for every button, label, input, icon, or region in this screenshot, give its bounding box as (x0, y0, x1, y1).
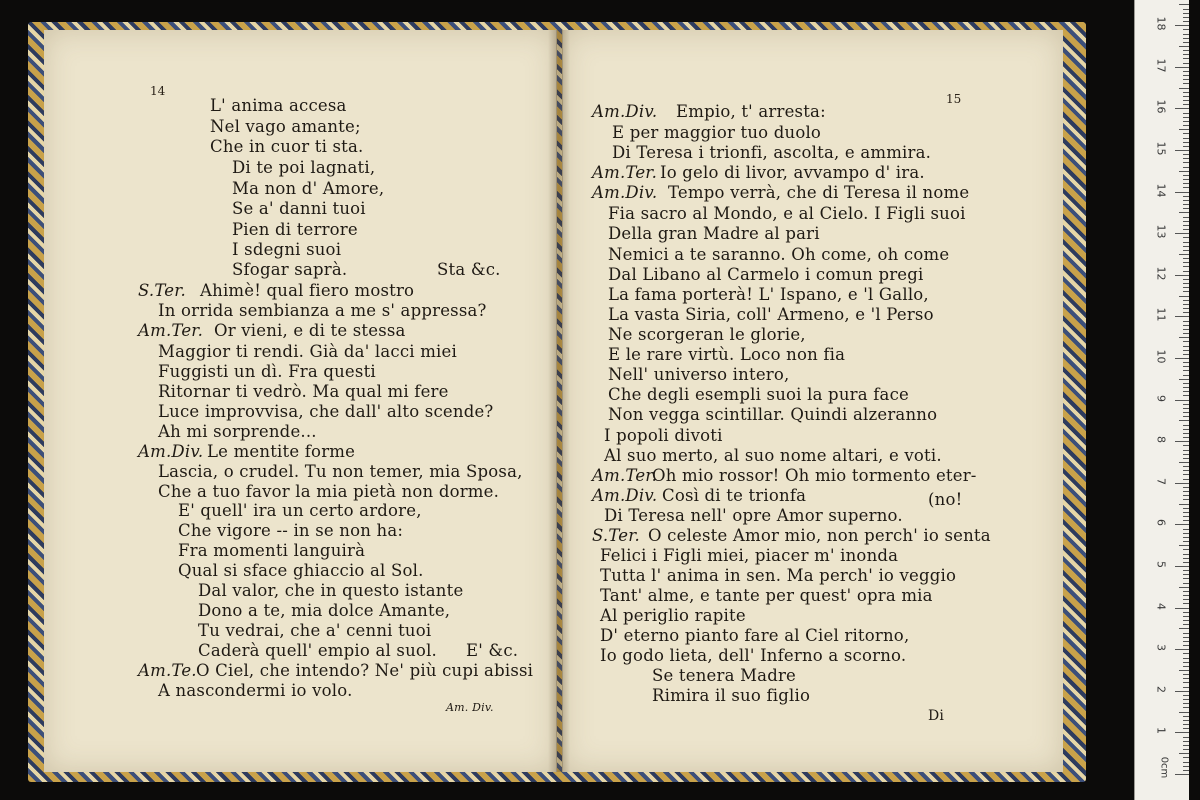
text-line: Luce improvvisa, che dall' alto scende? (158, 402, 494, 421)
ruler-tick (1183, 237, 1189, 238)
text-line: Tutta l' anima in sen. Ma perch' io veggio (600, 566, 957, 585)
ruler-tick (1183, 117, 1189, 118)
ruler-tick (1183, 445, 1189, 446)
ruler-tick (1183, 271, 1189, 272)
ruler-tick (1183, 666, 1189, 667)
ruler-tick (1183, 416, 1189, 417)
text-line: Lascia, o crudel. Tu non temer, mia Sposa, (158, 462, 523, 481)
ruler-number: 17 (1154, 58, 1168, 73)
ruler-tick (1183, 204, 1189, 205)
speaker-label: Am.Div. (138, 442, 204, 461)
ruler-tick (1183, 387, 1189, 388)
ruler-number: 10 (1154, 349, 1168, 364)
ruler-tick (1183, 624, 1189, 625)
ruler-tick (1183, 645, 1189, 646)
ruler-tick (1183, 574, 1189, 575)
text-line: Sfogar saprà. (232, 260, 348, 279)
text-line: Se tenera Madre (652, 666, 797, 685)
ruler-tick (1183, 366, 1189, 367)
ruler-tick (1183, 262, 1189, 263)
ruler-tick (1179, 504, 1189, 505)
ruler-tick (1183, 250, 1189, 251)
ruler-tick (1183, 133, 1189, 134)
ruler-tick (1183, 291, 1189, 292)
ruler-tick (1183, 346, 1189, 347)
ruler-tick (1183, 612, 1189, 613)
text-line: Dal valor, che in questo istante (198, 581, 464, 600)
ruler-tick (1183, 312, 1189, 313)
text-line: E per maggior tuo duolo (612, 123, 822, 142)
ruler-tick (1183, 433, 1189, 434)
ruler-tick (1179, 337, 1189, 338)
ruler-number: 1 (1154, 727, 1168, 735)
ruler-tick (1175, 25, 1189, 26)
text-line: Fra momenti languirà (178, 541, 366, 560)
ruler-tick (1183, 687, 1189, 688)
ruler-tick (1183, 633, 1189, 634)
ruler-tick (1183, 512, 1189, 513)
text-line: Ne scorgeran le glorie, (608, 325, 806, 344)
text-line: Io godo lieta, dell' Inferno a scorno. (600, 646, 907, 665)
ruler-tick (1183, 246, 1189, 247)
ruler-tick (1175, 108, 1189, 109)
text-line: Caderà quell' empio al suol. (198, 641, 437, 660)
ruler-tick (1183, 71, 1189, 72)
ruler-tick (1183, 458, 1189, 459)
speaker-label: Am.Ter. (592, 466, 658, 485)
ruler-tick (1183, 34, 1189, 35)
ruler-tick (1183, 741, 1189, 742)
ruler-tick (1183, 678, 1189, 679)
ruler-tick (1183, 653, 1189, 654)
ruler-tick (1183, 167, 1189, 168)
ruler-tick (1175, 649, 1189, 650)
ruler-tick (1183, 516, 1189, 517)
ruler-tick (1179, 628, 1189, 629)
ruler-tick (1183, 50, 1189, 51)
text-line: La fama porterà! L' Ispano, e 'l Gallo, (608, 285, 929, 304)
text-line: Che in cuor ti sta. (210, 137, 364, 156)
text-line: E' &c. (466, 641, 519, 660)
text-line: Così di te trionfa (662, 486, 807, 505)
ruler-number: 16 (1154, 99, 1168, 114)
measuring-ruler (1134, 0, 1189, 800)
text-line: Io gelo di livor, avvampo d' ira. (660, 163, 925, 182)
ruler-tick (1183, 404, 1189, 405)
ruler-tick (1183, 279, 1189, 280)
ruler-tick (1183, 716, 1189, 717)
text-line: Fia sacro al Mondo, e al Cielo. I Figli suoi (608, 204, 966, 223)
ruler-number: 9 (1154, 394, 1168, 402)
ruler-number: 6 (1154, 519, 1168, 527)
ruler-tick (1175, 483, 1189, 484)
ruler-tick (1183, 491, 1189, 492)
ruler-tick (1183, 533, 1189, 534)
ruler-tick (1183, 658, 1189, 659)
text-line: Pien di terrore (232, 220, 358, 239)
ruler-tick (1183, 350, 1189, 351)
ruler-tick (1183, 96, 1189, 97)
ruler-tick (1183, 682, 1189, 683)
text-line: Che vigore -- in se non ha: (178, 521, 404, 540)
ruler-tick (1183, 121, 1189, 122)
text-line: Maggior ti rendi. Già da' lacci miei (158, 342, 457, 361)
ruler-tick (1183, 287, 1189, 288)
ruler-tick (1183, 583, 1189, 584)
ruler-tick (1183, 720, 1189, 721)
ruler-tick (1183, 42, 1189, 43)
ruler-tick (1183, 391, 1189, 392)
ruler-tick (1183, 63, 1189, 64)
ruler-tick (1183, 408, 1189, 409)
ruler-tick (1183, 321, 1189, 322)
ruler-tick (1183, 699, 1189, 700)
ruler-tick (1183, 762, 1189, 763)
ruler-tick (1183, 75, 1189, 76)
text-line: Empio, t' arresta: (676, 102, 826, 121)
text-line: Al suo merto, al suo nome altari, e voti. (604, 446, 942, 465)
ruler-number: 4 (1154, 602, 1168, 610)
ruler-tick (1179, 129, 1189, 130)
text-line: Nel vago amante; (210, 117, 361, 136)
ruler-tick (1183, 187, 1189, 188)
ruler-tick (1183, 104, 1189, 105)
ruler-tick (1183, 125, 1189, 126)
ruler-tick (1183, 487, 1189, 488)
ruler-tick (1183, 200, 1189, 201)
text-line: Che a tuo favor la mia pietà non dorme. (158, 482, 500, 501)
ruler-number: 5 (1154, 561, 1168, 568)
text-line: Dono a te, mia dolce Amante, (198, 601, 451, 620)
ruler-tick (1183, 370, 1189, 371)
ruler-tick (1183, 641, 1189, 642)
text-line: Le mentite forme (207, 442, 356, 461)
ruler-tick (1183, 450, 1189, 451)
ruler-tick (1183, 146, 1189, 147)
ruler-tick (1175, 67, 1189, 68)
text-line: Non vegga scintillar. Quindi alzeranno (608, 405, 938, 424)
ruler-tick (1175, 358, 1189, 359)
ruler-tick (1183, 508, 1189, 509)
text-line: O Ciel, che intendo? Ne' più cupi abissi (196, 661, 534, 680)
ruler-tick (1175, 774, 1189, 775)
left-catchword: Am. Div. (446, 701, 494, 714)
ruler-number: 8 (1154, 436, 1168, 444)
ruler-tick (1175, 566, 1189, 567)
ruler-tick (1179, 379, 1189, 380)
ruler-tick (1183, 229, 1189, 230)
ruler-tick (1175, 316, 1189, 317)
text-line: Felici i Figli miei, piacer m' inonda (600, 546, 899, 565)
ruler-tick (1183, 429, 1189, 430)
ruler-tick (1183, 474, 1189, 475)
text-line: Dal Libano al Carmelo i comun pregi (608, 265, 924, 284)
text-line: (no! (928, 490, 963, 509)
ruler-tick (1183, 58, 1189, 59)
ruler-tick (1175, 608, 1189, 609)
ruler-tick (1183, 466, 1189, 467)
text-line: Della gran Madre al pari (608, 224, 820, 243)
ruler-tick (1175, 691, 1189, 692)
ruler-tick (1183, 757, 1189, 758)
speaker-label: Am.Div. (592, 102, 658, 121)
ruler-tick (1183, 662, 1189, 663)
ruler-tick (1183, 520, 1189, 521)
text-line: Qual si sface ghiaccio al Sol. (178, 561, 424, 580)
ruler-tick (1183, 79, 1189, 80)
ruler-tick (1183, 603, 1189, 604)
ruler-number: 13 (1154, 224, 1168, 239)
text-line: Rimira il suo figlio (652, 686, 811, 705)
text-line: L' anima accesa (210, 96, 347, 115)
ruler-tick (1183, 225, 1189, 226)
text-line: Ahimè! qual fiero mostro (200, 281, 415, 300)
ruler-tick (1183, 325, 1189, 326)
ruler-tick (1175, 150, 1189, 151)
text-line: I popoli divoti (604, 426, 723, 445)
ruler-tick (1183, 599, 1189, 600)
ruler-tick (1183, 537, 1189, 538)
ruler-tick (1183, 158, 1189, 159)
right-catchword: Di (928, 708, 945, 724)
ruler-tick (1183, 308, 1189, 309)
ruler-tick (1183, 341, 1189, 342)
ruler-tick (1179, 712, 1189, 713)
ruler-tick (1179, 4, 1189, 5)
ruler-tick (1183, 558, 1189, 559)
ruler-tick (1179, 46, 1189, 47)
ruler-tick (1183, 412, 1189, 413)
ruler-tick (1183, 83, 1189, 84)
text-line: D' eterno pianto fare al Ciel ritorno, (600, 626, 910, 645)
ruler-tick (1179, 545, 1189, 546)
book-gutter (548, 30, 570, 772)
ruler-tick (1183, 208, 1189, 209)
ruler-tick (1183, 217, 1189, 218)
text-line: Che degli esempli suoi la pura face (608, 385, 909, 404)
ruler-tick (1183, 637, 1189, 638)
ruler-tick (1183, 242, 1189, 243)
ruler-tick (1183, 362, 1189, 363)
ruler-tick (1183, 283, 1189, 284)
ruler-tick (1183, 470, 1189, 471)
ruler-tick (1183, 179, 1189, 180)
ruler-tick (1179, 462, 1189, 463)
text-line: I sdegni suoi (232, 240, 342, 259)
ruler-tick (1179, 254, 1189, 255)
ruler-tick (1183, 300, 1189, 301)
ruler-number: 11 (1154, 307, 1168, 322)
ruler-tick (1179, 212, 1189, 213)
ruler-tick (1183, 395, 1189, 396)
ruler-tick (1183, 695, 1189, 696)
ruler-tick (1183, 142, 1189, 143)
ruler-tick (1183, 196, 1189, 197)
ruler-tick (1183, 304, 1189, 305)
ruler-tick (1183, 154, 1189, 155)
ruler-tick (1183, 266, 1189, 267)
ruler-tick (1183, 745, 1189, 746)
ruler-tick (1183, 766, 1189, 767)
speaker-label: S.Ter. (592, 526, 640, 545)
ruler-tick (1183, 138, 1189, 139)
text-line: Or vieni, e di te stessa (214, 321, 406, 340)
text-line: Di Teresa i trionfi, ascolta, e ammira. (612, 143, 932, 162)
ruler-tick (1183, 9, 1189, 10)
text-line: Ritornar ti vedrò. Ma qual mi fere (158, 382, 449, 401)
ruler-tick (1175, 441, 1189, 442)
speaker-label: S.Ter. (138, 281, 186, 300)
ruler-tick (1183, 570, 1189, 571)
ruler-tick (1179, 296, 1189, 297)
ruler-unit-label: 0cm (1158, 756, 1170, 779)
ruler-tick (1183, 728, 1189, 729)
ruler-number: 15 (1154, 141, 1168, 156)
text-line: O celeste Amor mio, non perch' io senta (648, 526, 991, 545)
ruler-tick (1183, 383, 1189, 384)
text-line: Nemici a te saranno. Oh come, oh come (608, 245, 950, 264)
ruler-tick (1183, 17, 1189, 18)
ruler-tick (1183, 591, 1189, 592)
ruler-number: 14 (1154, 183, 1168, 198)
text-line: Di Teresa nell' opre Amor superno. (604, 506, 903, 525)
speaker-label: Am.Div. (592, 183, 658, 202)
ruler-tick (1183, 425, 1189, 426)
ruler-tick (1175, 233, 1189, 234)
text-line: Tempo verrà, che di Teresa il nome (668, 183, 970, 202)
ruler-tick (1183, 21, 1189, 22)
ruler-tick (1183, 562, 1189, 563)
ruler-tick (1183, 495, 1189, 496)
ruler-tick (1183, 113, 1189, 114)
ruler-tick (1183, 258, 1189, 259)
ruler-tick (1183, 541, 1189, 542)
ruler-tick (1175, 275, 1189, 276)
text-line: Se a' danni tuoi (232, 199, 366, 218)
text-line: Tant' alme, e tante per quest' opra mia (600, 586, 933, 605)
ruler-tick (1183, 737, 1189, 738)
speaker-label: Am.Div. (592, 486, 658, 505)
ruler-tick (1175, 524, 1189, 525)
ruler-tick (1183, 38, 1189, 39)
text-line: Tu vedrai, che a' cenni tuoi (198, 621, 432, 640)
ruler-tick (1179, 88, 1189, 89)
ruler-number: 2 (1154, 685, 1168, 693)
ruler-number: 3 (1154, 644, 1168, 652)
right-page-number: 15 (946, 92, 962, 106)
text-line: A nascondermi io volo. (158, 681, 353, 700)
ruler-tick (1183, 92, 1189, 93)
ruler-tick (1183, 770, 1189, 771)
ruler-tick (1183, 221, 1189, 222)
text-line: In orrida sembianza a me s' appressa? (158, 301, 487, 320)
ruler-number: 18 (1154, 16, 1168, 31)
ruler-tick (1175, 732, 1189, 733)
text-line: Sta &c. (437, 260, 501, 279)
ruler-tick (1183, 333, 1189, 334)
ruler-tick (1183, 549, 1189, 550)
ruler-tick (1183, 175, 1189, 176)
ruler-tick (1183, 724, 1189, 725)
ruler-tick (1183, 162, 1189, 163)
text-line: Di te poi lagnati, (232, 158, 376, 177)
left-page-number: 14 (150, 84, 166, 98)
ruler-tick (1183, 54, 1189, 55)
text-line: E le rare virtù. Loco non fia (608, 345, 846, 364)
ruler-tick (1183, 749, 1189, 750)
text-line: Ma non d' Amore, (232, 179, 385, 198)
ruler-tick (1179, 670, 1189, 671)
ruler-tick (1183, 616, 1189, 617)
ruler-tick (1183, 595, 1189, 596)
ruler-tick (1183, 437, 1189, 438)
ruler-tick (1183, 29, 1189, 30)
ruler-tick (1183, 375, 1189, 376)
ruler-tick (1183, 13, 1189, 14)
ruler-tick (1179, 587, 1189, 588)
speaker-label: Am.Ter. (592, 163, 658, 182)
text-line: Oh mio rossor! Oh mio tormento eter- (652, 466, 977, 485)
ruler-tick (1179, 171, 1189, 172)
ruler-tick (1183, 354, 1189, 355)
text-line: E' quell' ira un certo ardore, (178, 501, 422, 520)
ruler-number: 7 (1154, 477, 1168, 485)
ruler-tick (1175, 192, 1189, 193)
speaker-label: Am.Te. (138, 661, 197, 680)
ruler-tick (1183, 674, 1189, 675)
ruler-tick (1179, 420, 1189, 421)
ruler-tick (1183, 578, 1189, 579)
ruler-tick (1183, 183, 1189, 184)
text-line: Nell' universo intero, (608, 365, 790, 384)
ruler-tick (1183, 454, 1189, 455)
ruler-tick (1183, 479, 1189, 480)
text-line: Ah mi sorprende... (158, 422, 317, 441)
ruler-number: 12 (1154, 266, 1168, 281)
speaker-label: Am.Ter. (138, 321, 204, 340)
ruler-tick (1183, 620, 1189, 621)
ruler-tick (1183, 703, 1189, 704)
ruler-tick (1183, 554, 1189, 555)
text-line: Fuggisti un dì. Fra questi (158, 362, 376, 381)
text-line: Al periglio rapite (600, 606, 746, 625)
text-line: La vasta Siria, coll' Armeno, e 'l Perso (608, 305, 934, 324)
ruler-tick (1179, 753, 1189, 754)
ruler-tick (1183, 499, 1189, 500)
ruler-tick (1183, 329, 1189, 330)
ruler-tick (1183, 529, 1189, 530)
ruler-tick (1183, 100, 1189, 101)
ruler-tick (1183, 707, 1189, 708)
ruler-tick (1175, 400, 1189, 401)
